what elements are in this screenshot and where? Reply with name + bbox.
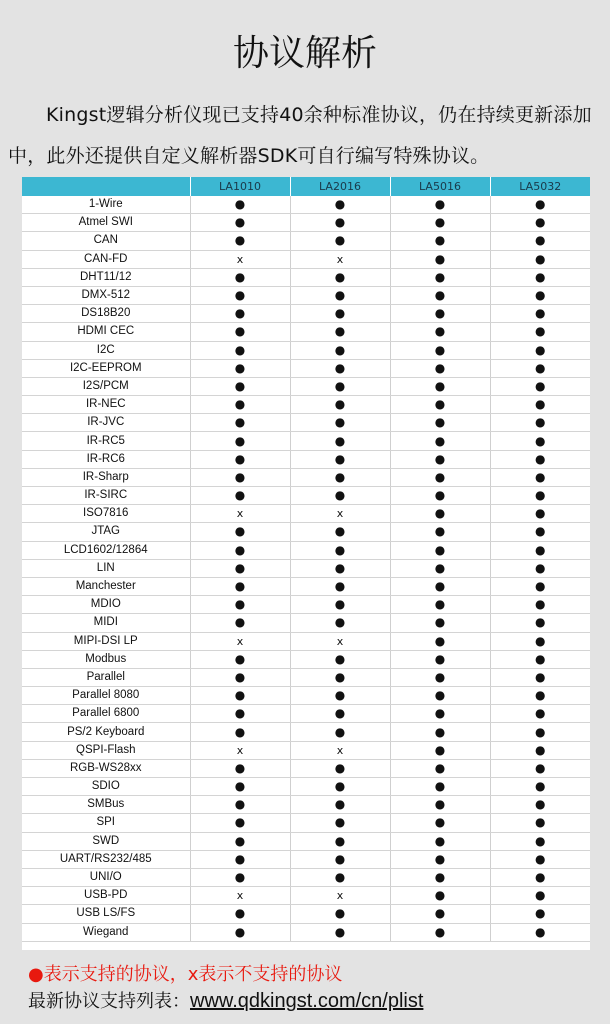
unsupported-mark: x [290, 505, 390, 523]
table-row [22, 268, 590, 286]
protocol-name: USB-PD [22, 887, 190, 905]
protocol-name: CAN-FD [22, 250, 190, 268]
supported-mark: ● [290, 523, 390, 541]
supported-mark: ● [490, 759, 590, 777]
protocol-name: Parallel [22, 668, 190, 686]
table-row [22, 759, 590, 777]
supported-mark: ● [390, 868, 490, 886]
protocol-name: Atmel SWI [22, 214, 190, 232]
table-row [22, 778, 590, 796]
protocol-list-label: 最新协议支持列表： [28, 991, 190, 1012]
supported-mark: ● [390, 196, 490, 214]
protocol-name: Parallel 8080 [22, 687, 190, 705]
supported-mark: ● [490, 778, 590, 796]
supported-mark: ● [190, 796, 290, 814]
table-row [22, 414, 590, 432]
supported-mark: ● [190, 450, 290, 468]
supported-mark: ● [390, 468, 490, 486]
supported-mark: ● [290, 541, 390, 559]
supported-mark: ● [490, 341, 590, 359]
table-body [22, 196, 590, 941]
legend-text: ●表示支持的协议，x表示不支持的协议 [28, 964, 343, 985]
header-la5032: LA5032 [519, 180, 562, 193]
protocol-name: UNI/O [22, 868, 190, 886]
supported-mark: ● [490, 596, 590, 614]
unsupported-mark: x [290, 250, 390, 268]
protocol-name: CAN [22, 232, 190, 250]
supported-mark: ● [190, 814, 290, 832]
supported-mark: ● [490, 396, 590, 414]
supported-mark: ● [490, 687, 590, 705]
protocol-name: PS/2 Keyboard [22, 723, 190, 741]
protocol-name: MIDI [22, 614, 190, 632]
supported-mark: ● [390, 741, 490, 759]
supported-mark: ● [290, 414, 390, 432]
protocol-name: UART/RS232/485 [22, 850, 190, 868]
supported-mark: ● [390, 541, 490, 559]
supported-mark: ● [190, 396, 290, 414]
protocol-name: IR-NEC [22, 396, 190, 414]
intro-paragraph: Kingst逻辑分析仪现已支持40余种标准协议，仍在持续更新添加中，此外还提供自定义解析器SDK可自行编写特殊协议。 [8, 104, 592, 167]
table-row [22, 341, 590, 359]
supported-mark: ● [290, 850, 390, 868]
protocol-name: RGB-WS28xx [22, 759, 190, 777]
table-row [22, 559, 590, 577]
header-la1010: LA1010 [190, 177, 290, 196]
supported-mark: ● [490, 414, 590, 432]
supported-mark: ● [190, 487, 290, 505]
table-row [22, 541, 590, 559]
supported-mark: ● [390, 632, 490, 650]
unsupported-mark: x [190, 505, 290, 523]
protocol-name: IR-Sharp [22, 468, 190, 486]
protocol-name: I2C-EEPROM [22, 359, 190, 377]
table-row [22, 286, 590, 304]
protocol-name: LCD1602/12864 [22, 541, 190, 559]
supported-mark: ● [290, 868, 390, 886]
supported-mark: ● [390, 286, 490, 304]
supported-mark: ● [490, 705, 590, 723]
protocol-name: QSPI-Flash [22, 741, 190, 759]
supported-mark: ● [490, 868, 590, 886]
supported-mark: ● [490, 832, 590, 850]
supported-mark: ● [290, 778, 390, 796]
supported-mark: ● [190, 723, 290, 741]
protocol-name: JTAG [22, 523, 190, 541]
protocol-name: DS18B20 [22, 305, 190, 323]
supported-mark: ● [290, 432, 390, 450]
header-protocol [22, 177, 190, 196]
supported-mark: ● [290, 450, 390, 468]
table-row [22, 687, 590, 705]
supported-mark: ● [490, 668, 590, 686]
table-row [22, 923, 590, 941]
protocol-name: DMX-512 [22, 286, 190, 304]
supported-mark: ● [390, 450, 490, 468]
supported-mark: ● [390, 432, 490, 450]
table-row [22, 377, 590, 395]
supported-mark: ● [390, 559, 490, 577]
protocol-name: IR-JVC [22, 414, 190, 432]
supported-mark: ● [490, 323, 590, 341]
protocol-name: Modbus [22, 650, 190, 668]
supported-mark: ● [190, 196, 290, 214]
protocol-name: SPI [22, 814, 190, 832]
header-la5016: LA5016 [390, 177, 490, 196]
supported-mark: ● [390, 796, 490, 814]
table-row [22, 650, 590, 668]
supported-mark: ● [290, 650, 390, 668]
supported-mark: ● [390, 705, 490, 723]
supported-mark: ● [190, 832, 290, 850]
table-row [22, 523, 590, 541]
supported-mark: ● [390, 377, 490, 395]
supported-mark: ● [490, 741, 590, 759]
table-row [22, 468, 590, 486]
supported-mark: ● [290, 286, 390, 304]
supported-mark: ● [390, 778, 490, 796]
protocol-name: SDIO [22, 778, 190, 796]
supported-mark: ● [290, 196, 390, 214]
supported-mark: ● [490, 559, 590, 577]
table-row [22, 887, 590, 905]
supported-mark: ● [290, 232, 390, 250]
protocol-name: SMBus [22, 796, 190, 814]
supported-mark: ● [490, 268, 590, 286]
supported-mark: ● [290, 359, 390, 377]
table-row [22, 796, 590, 814]
supported-mark: ● [190, 523, 290, 541]
supported-mark: ● [490, 487, 590, 505]
protocol-name: MDIO [22, 596, 190, 614]
supported-mark: ● [190, 468, 290, 486]
supported-mark: ● [290, 596, 390, 614]
table-row [22, 214, 590, 232]
supported-mark: ● [190, 850, 290, 868]
protocol-name: DHT11/12 [22, 268, 190, 286]
supported-mark: ● [490, 305, 590, 323]
supported-mark: ● [490, 923, 590, 941]
supported-mark: ● [290, 341, 390, 359]
supported-mark: ● [290, 305, 390, 323]
supported-mark: ● [190, 905, 290, 923]
supported-mark: ● [190, 668, 290, 686]
unsupported-mark: x [290, 741, 390, 759]
protocol-name: Manchester [22, 577, 190, 595]
supported-mark: ● [390, 523, 490, 541]
supported-mark: ● [190, 687, 290, 705]
supported-mark: ● [490, 286, 590, 304]
table-row [22, 250, 590, 268]
supported-mark: ● [190, 541, 290, 559]
supported-mark: ● [490, 432, 590, 450]
supported-mark: ● [290, 723, 390, 741]
protocol-name: SWD [22, 832, 190, 850]
supported-mark: ● [390, 832, 490, 850]
protocol-name: I2C [22, 341, 190, 359]
supported-mark: ● [190, 577, 290, 595]
supported-mark: ● [190, 268, 290, 286]
supported-mark: ● [290, 832, 390, 850]
supported-mark: ● [390, 887, 490, 905]
table-row [22, 505, 590, 523]
supported-mark: ● [390, 232, 490, 250]
supported-mark: ● [490, 214, 590, 232]
supported-mark: ● [290, 759, 390, 777]
supported-mark: ● [390, 905, 490, 923]
supported-mark: ● [190, 705, 290, 723]
supported-mark: ● [490, 577, 590, 595]
supported-mark: ● [290, 905, 390, 923]
supported-mark: ● [190, 323, 290, 341]
table-row [22, 577, 590, 595]
protocol-name: Parallel 6800 [22, 705, 190, 723]
protocol-name: 1-Wire [22, 196, 190, 214]
supported-mark: ● [290, 668, 390, 686]
supported-mark: ● [190, 868, 290, 886]
supported-mark: ● [290, 323, 390, 341]
supported-mark: ● [390, 250, 490, 268]
unsupported-mark: x [290, 632, 390, 650]
supported-mark: ● [390, 614, 490, 632]
supported-mark: ● [490, 614, 590, 632]
protocol-name: USB LS/FS [22, 905, 190, 923]
supported-mark: ● [390, 268, 490, 286]
supported-mark: ● [190, 286, 290, 304]
unsupported-mark: x [190, 250, 290, 268]
table-row [22, 396, 590, 414]
supported-mark: ● [290, 559, 390, 577]
supported-mark: ● [490, 814, 590, 832]
supported-mark: ● [390, 505, 490, 523]
supported-mark: ● [290, 487, 390, 505]
supported-mark: ● [390, 577, 490, 595]
unsupported-mark: x [190, 887, 290, 905]
supported-mark: ● [390, 650, 490, 668]
supported-mark: ● [390, 687, 490, 705]
supported-mark: ● [190, 359, 290, 377]
supported-mark: ● [490, 650, 590, 668]
supported-mark: ● [290, 396, 390, 414]
header-la2016: LA2016 [290, 177, 390, 196]
protocol-name: IR-RC5 [22, 432, 190, 450]
supported-mark: ● [190, 377, 290, 395]
supported-mark: ● [390, 341, 490, 359]
supported-mark: ● [290, 796, 390, 814]
supported-mark: ● [490, 850, 590, 868]
page-title: 协议解析 [232, 33, 377, 74]
supported-mark: ● [490, 377, 590, 395]
table-row [22, 723, 590, 741]
unsupported-mark: x [290, 887, 390, 905]
supported-mark: ● [390, 759, 490, 777]
supported-mark: ● [190, 232, 290, 250]
supported-mark: ● [190, 923, 290, 941]
supported-mark: ● [290, 468, 390, 486]
table-row [22, 432, 590, 450]
table-row [22, 868, 590, 886]
table-row [22, 905, 590, 923]
table-row [22, 741, 590, 759]
supported-mark: ● [390, 850, 490, 868]
protocol-list-link[interactable]: www.qdkingst.com/cn/plist [190, 990, 424, 1012]
supported-mark: ● [390, 814, 490, 832]
table-row [22, 632, 590, 650]
supported-mark: ● [190, 596, 290, 614]
supported-mark: ● [190, 214, 290, 232]
table-row [22, 232, 590, 250]
table-row [22, 305, 590, 323]
unsupported-mark: x [190, 632, 290, 650]
table-row [22, 487, 590, 505]
supported-mark: ● [390, 723, 490, 741]
supported-mark: ● [390, 359, 490, 377]
supported-mark: ● [490, 887, 590, 905]
table-row [22, 450, 590, 468]
supported-mark: ● [490, 523, 590, 541]
protocol-name: IR-SIRC [22, 487, 190, 505]
supported-mark: ● [190, 341, 290, 359]
table-row [22, 359, 590, 377]
supported-mark: ● [190, 614, 290, 632]
supported-mark: ● [190, 559, 290, 577]
supported-mark: ● [390, 668, 490, 686]
table-row [22, 196, 590, 214]
supported-mark: ● [490, 905, 590, 923]
supported-mark: ● [290, 377, 390, 395]
supported-mark: ● [190, 778, 290, 796]
supported-mark: ● [390, 323, 490, 341]
table-row [22, 614, 590, 632]
supported-mark: ● [490, 450, 590, 468]
table-row [22, 323, 590, 341]
supported-mark: ● [190, 414, 290, 432]
protocol-name: IR-RC6 [22, 450, 190, 468]
supported-mark: ● [290, 923, 390, 941]
supported-mark: ● [290, 687, 390, 705]
protocol-name: Wiegand [22, 923, 190, 941]
supported-mark: ● [290, 214, 390, 232]
supported-mark: ● [390, 214, 490, 232]
protocol-name: LIN [22, 559, 190, 577]
table-row [22, 705, 590, 723]
protocol-name: HDMI CEC [22, 323, 190, 341]
supported-mark: ● [490, 723, 590, 741]
supported-mark: ● [390, 396, 490, 414]
unsupported-mark: x [190, 741, 290, 759]
table-row [22, 832, 590, 850]
supported-mark: ● [390, 414, 490, 432]
protocol-support-table [22, 177, 590, 942]
supported-mark: ● [190, 432, 290, 450]
protocol-table-container [22, 177, 590, 950]
table-row [22, 814, 590, 832]
supported-mark: ● [490, 796, 590, 814]
supported-mark: ● [390, 487, 490, 505]
table-header-row [22, 177, 590, 196]
protocol-name: I2S/PCM [22, 377, 190, 395]
supported-mark: ● [390, 596, 490, 614]
supported-mark: ● [290, 614, 390, 632]
supported-mark: ● [490, 632, 590, 650]
supported-mark: ● [190, 305, 290, 323]
table-row [22, 668, 590, 686]
supported-mark: ● [190, 759, 290, 777]
supported-mark: ● [290, 268, 390, 286]
protocol-name: MIPI-DSI LP [22, 632, 190, 650]
supported-mark: ● [390, 923, 490, 941]
protocol-name: ISO7816 [22, 505, 190, 523]
supported-mark: ● [490, 541, 590, 559]
table-row [22, 850, 590, 868]
supported-mark: ● [290, 814, 390, 832]
supported-mark: ● [190, 650, 290, 668]
table-row [22, 596, 590, 614]
supported-mark: ● [490, 359, 590, 377]
supported-mark: ● [490, 468, 590, 486]
supported-mark: ● [390, 305, 490, 323]
supported-mark: ● [290, 705, 390, 723]
supported-mark: ● [490, 505, 590, 523]
protocol-list-line [28, 988, 423, 1015]
supported-mark: ● [290, 577, 390, 595]
supported-mark: ● [490, 232, 590, 250]
supported-mark: ● [490, 196, 590, 214]
supported-mark: ● [490, 250, 590, 268]
